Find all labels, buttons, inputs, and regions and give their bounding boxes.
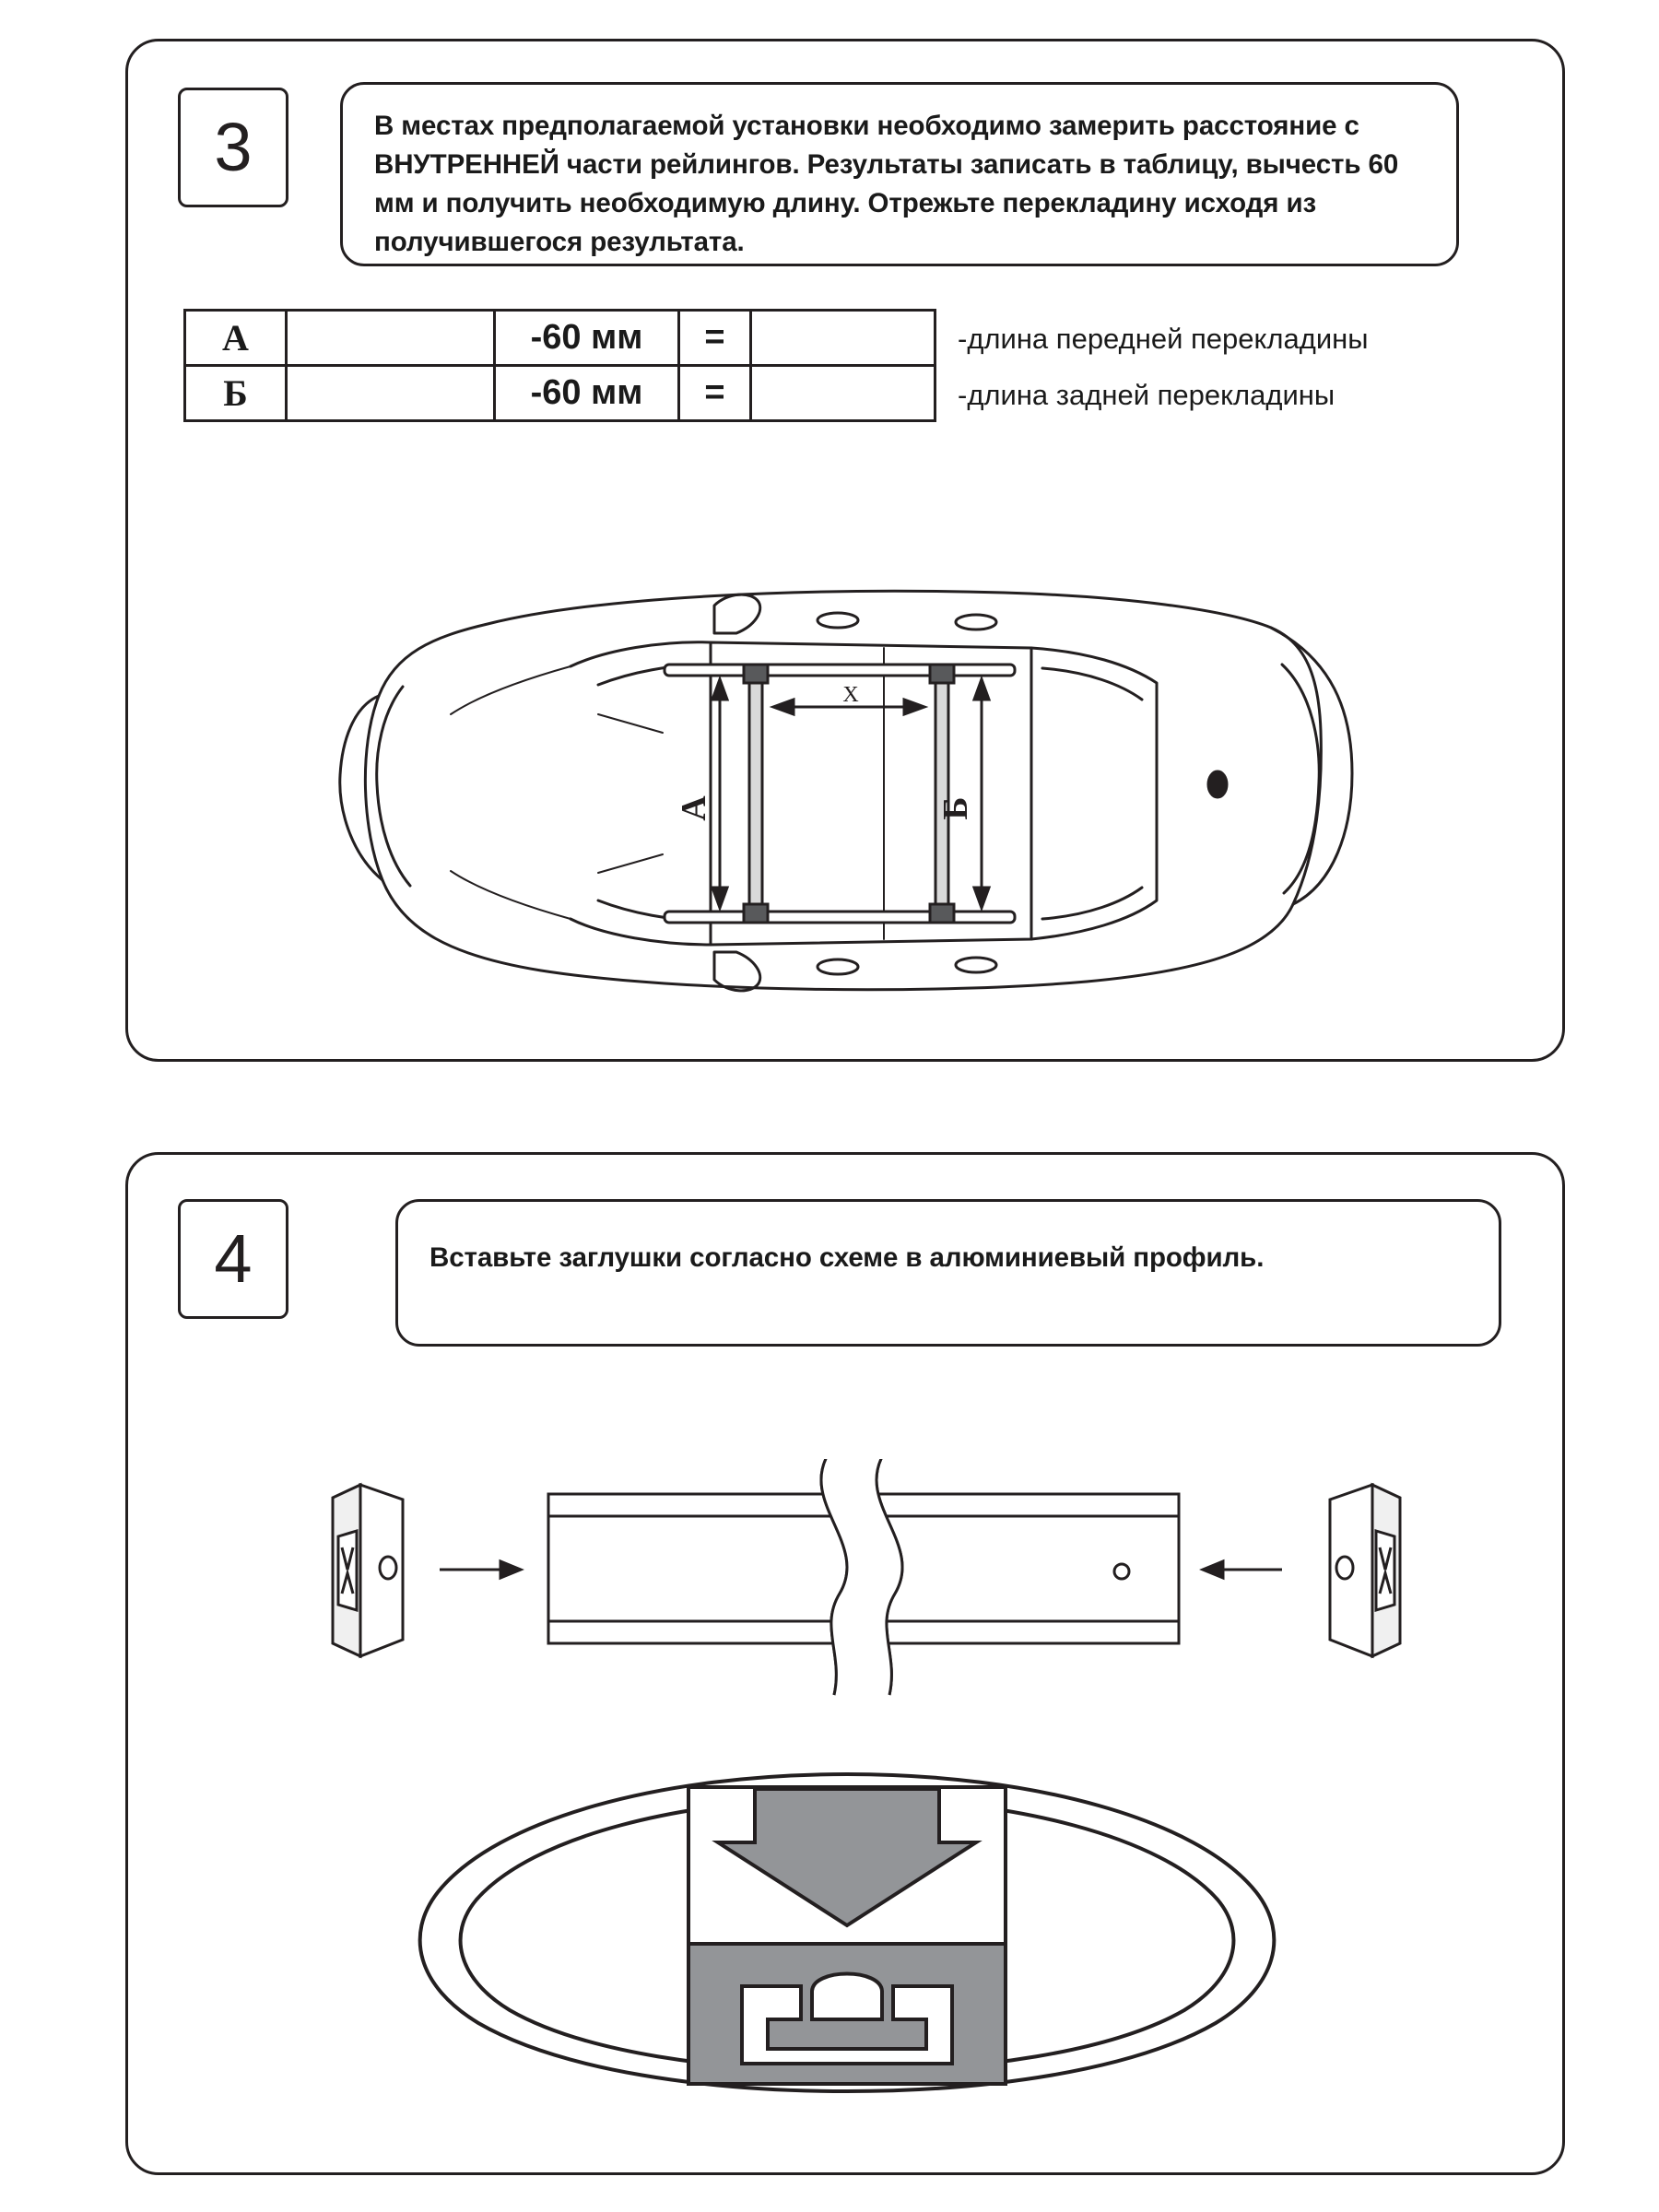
row-equals-b: = bbox=[679, 366, 751, 421]
step-panel-3 bbox=[125, 39, 1565, 1062]
row-result-b[interactable] bbox=[751, 366, 935, 421]
row-label-a: А bbox=[185, 311, 287, 366]
aluminium-profile bbox=[548, 1459, 1179, 1695]
profile-and-caps-diagram bbox=[183, 1459, 1511, 1699]
dimension-label-a: А bbox=[675, 795, 713, 821]
step-number-4: 4 bbox=[178, 1199, 288, 1319]
measurement-table bbox=[183, 309, 936, 422]
dimension-label-b: Б bbox=[936, 796, 975, 820]
right-end-cap bbox=[1330, 1485, 1400, 1656]
dimension-label-x: X bbox=[842, 683, 859, 707]
car-top-view-diagram bbox=[294, 576, 1382, 1028]
row-result-a[interactable] bbox=[751, 311, 935, 366]
step-panel-4 bbox=[125, 1152, 1565, 2175]
row-note-front: -длина передней перекладины bbox=[958, 323, 1369, 355]
table-row bbox=[185, 311, 935, 366]
row-operation-b: -60 мм bbox=[495, 366, 679, 421]
row-note-rear: -длина задней перекладины bbox=[958, 379, 1335, 411]
profile-cross-section-diagram bbox=[386, 1754, 1308, 2123]
left-end-cap bbox=[333, 1485, 403, 1656]
table-row bbox=[185, 366, 935, 421]
step-4-instruction: Вставьте заглушки согласно схеме в алюминиевый профиль. bbox=[395, 1199, 1501, 1347]
arrow-right-icon bbox=[440, 1561, 521, 1578]
arrow-left-icon bbox=[1203, 1561, 1282, 1578]
row-measured-b[interactable] bbox=[287, 366, 495, 421]
row-measured-a[interactable] bbox=[287, 311, 495, 366]
row-equals-a: = bbox=[679, 311, 751, 366]
step-number-3: 3 bbox=[178, 88, 288, 207]
row-label-b: Б bbox=[185, 366, 287, 421]
step-3-instruction: В местах предполагаемой установки необходимо замерить расстояние с ВНУТРЕННЕЙ части рейлингов. Результаты записать в таблицу, вычесть 60 мм и получить необходимую длину. Отрежьте перекладину исходя из получившегося результата. bbox=[340, 82, 1459, 266]
row-operation-a: -60 мм bbox=[495, 311, 679, 366]
